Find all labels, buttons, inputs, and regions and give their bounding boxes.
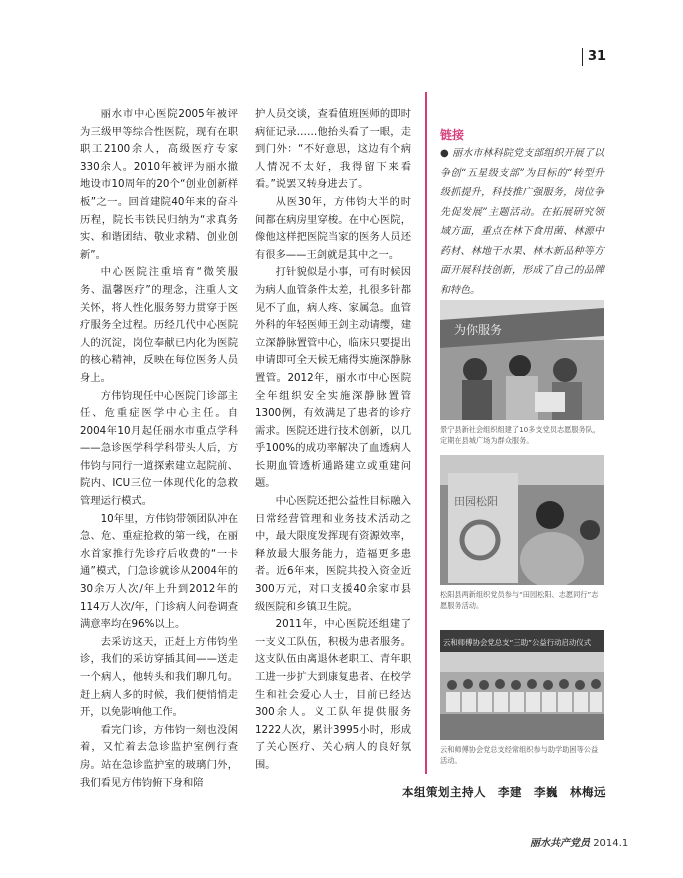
article-column-1 (80, 106, 238, 792)
photo-caption: 松阳县两新组织党员参与“田园松阳、志愿同行”志愿服务活动。 (440, 590, 599, 610)
footer (530, 834, 628, 849)
photo-banner-text: 为你服务 (454, 323, 503, 337)
page-number: 31 (588, 49, 607, 64)
paragraph: 中心医院注重培育“微笑服务、温馨医疗”的理念，注重人文关怀，将人性化服务努力贯穿于医疗服务全过程。历经几代中心医院人的沉淀，岗位奉献已内化为医院的核心精神，反映在每位医务人员身上。 (80, 266, 238, 384)
magazine-name: 丽水共产党员 (530, 838, 590, 849)
photo-caption: 景宁县新社会组织组建了10多支党员志愿服务队，定期在县城广场为群众服务。 (440, 425, 601, 445)
paragraph: 看完门诊，方伟钧一刻也没闲着，又忙着去急诊监护室例行查房。站在急诊监护室的玻璃门外，我们看见方伟钧俯下身和陪 (80, 723, 238, 789)
paragraph: 从医30年，方伟钧大半的时间都在病房里穿梭。在中心医院，像他这样把医院当家的医务人员还有很多——王剑就是其中之一。 (255, 195, 411, 261)
article-column-2 (255, 106, 411, 775)
photo-caption: 云和师傅协会党总支经常组织参与助学助困等公益活动。 (440, 745, 599, 765)
photo-banner-text: 云和师傅协会党总支“三助”公益行动启动仪式 (443, 638, 592, 647)
sidebar-text (440, 144, 604, 300)
photo-banner-text: 田园松阳 (454, 495, 498, 508)
paragraph: 去采访这天，正赶上方伟钧坐诊，我们的采访穿插其间——送走一个病人，他转头和我们聊几句。赶上病人多的时候，我们便悄悄走开，以免影响他工作。 (80, 635, 238, 719)
paragraph: 方伟钧现任中心医院门诊部主任、危重症医学中心主任。自2004年10月起任丽水市重点学科——急诊医学科学科带头人后，方伟钧与同行一道探索建立起院前、院内、ICU三位一体现代化的急救管理运行模式。 (80, 389, 238, 508)
paragraph: 丽水市中心医院2005年被评为三级甲等综合性医院，现有在职职工2100余人，高级医疗专家330余人。2010年被评为丽水撤地设市10周年的20个“创业创新样板”之一。回首建院40年来的奋斗历程，院长韦铁民归纳为“求真务实、和谐团结、敬业求精、创业创新”。 (80, 108, 238, 261)
paragraph: 护人员交谈，查看值班医师的即时病征记录……他抬头看了一眼，走到门外：“不好意思，这边有个病人情况不太好，我得留下来看看。”说罢又转身进去了。 (255, 108, 411, 191)
paragraph: 2011年，中心医院还组建了一支义工队伍，积极为患者服务。这支队伍由离退休老职工、青年职工进一步扩大到康复患者、在校学生和社会爱心人士，目前已经达300余人。义工队年提供服务1222人次，累计3995小时，形成了关心医疗、关心病人的良好氛围。 (255, 618, 411, 771)
page-number-divider (582, 48, 583, 66)
photo-volunteer-service (440, 300, 604, 420)
issue-number: 2014.1 (593, 838, 629, 849)
paragraph: 打针貌似是小事，可有时候因为病人血管条件太差，扎很多针都见不了血，病人疼、家属急。血管外科的年轻医师王剑主动请缨，建立深静脉置管中心，临床只要提出申请即可全天候无痛得实施深静脉置管。2012年，丽水市中心医院全年组织安全实施深静脉置管1300例，有效满足了患者的诊疗需求。医院还进行技术创新，以几乎100%的成功率解决了血透病人长期血管透析通路建立或重建问题。 (255, 266, 411, 490)
sidebar-divider (425, 92, 427, 774)
paragraph: 10年里，方伟钧带领团队冲在急、危、重症抢救的第一线，在丽水首家推行先诊疗后收费的“一卡通”模式，门急诊就诊从2004年的30余万人次/年上升到2012年的114万人次/年，门诊病人问卷调查满意率均在96%以上。 (80, 512, 238, 631)
sidebar-paragraph: 丽水市林科院党支部组织开展了以争创“五星级支部”为目标的“转型升级抓提升，科技推广强服务，岗位争先促发展”主题活动。在拓展研究领域方面，重点在林下食用菌、林源中药材、林地干水果、林木新品种等方面开展科技创新，形成了自己的品牌和特色。 (440, 148, 604, 296)
paragraph: 中心医院还把公益性目标融入日常经营管理和业务技术活动之中，最大限度发挥现有资源效率，释放最大服务能力，造福更多患者。近6年来，医院共投入资金近300万元，对口支援40余家市县级医院和乡镇卫生院。 (255, 495, 411, 613)
bullet-icon: ● (440, 148, 449, 159)
photo-volunteer-event (440, 455, 604, 585)
photo-charity-launch (440, 630, 604, 740)
credits-line: 本组策划主持人 李建 李巍 林梅远 (402, 785, 606, 799)
sidebar-title: 链接 (440, 128, 465, 142)
